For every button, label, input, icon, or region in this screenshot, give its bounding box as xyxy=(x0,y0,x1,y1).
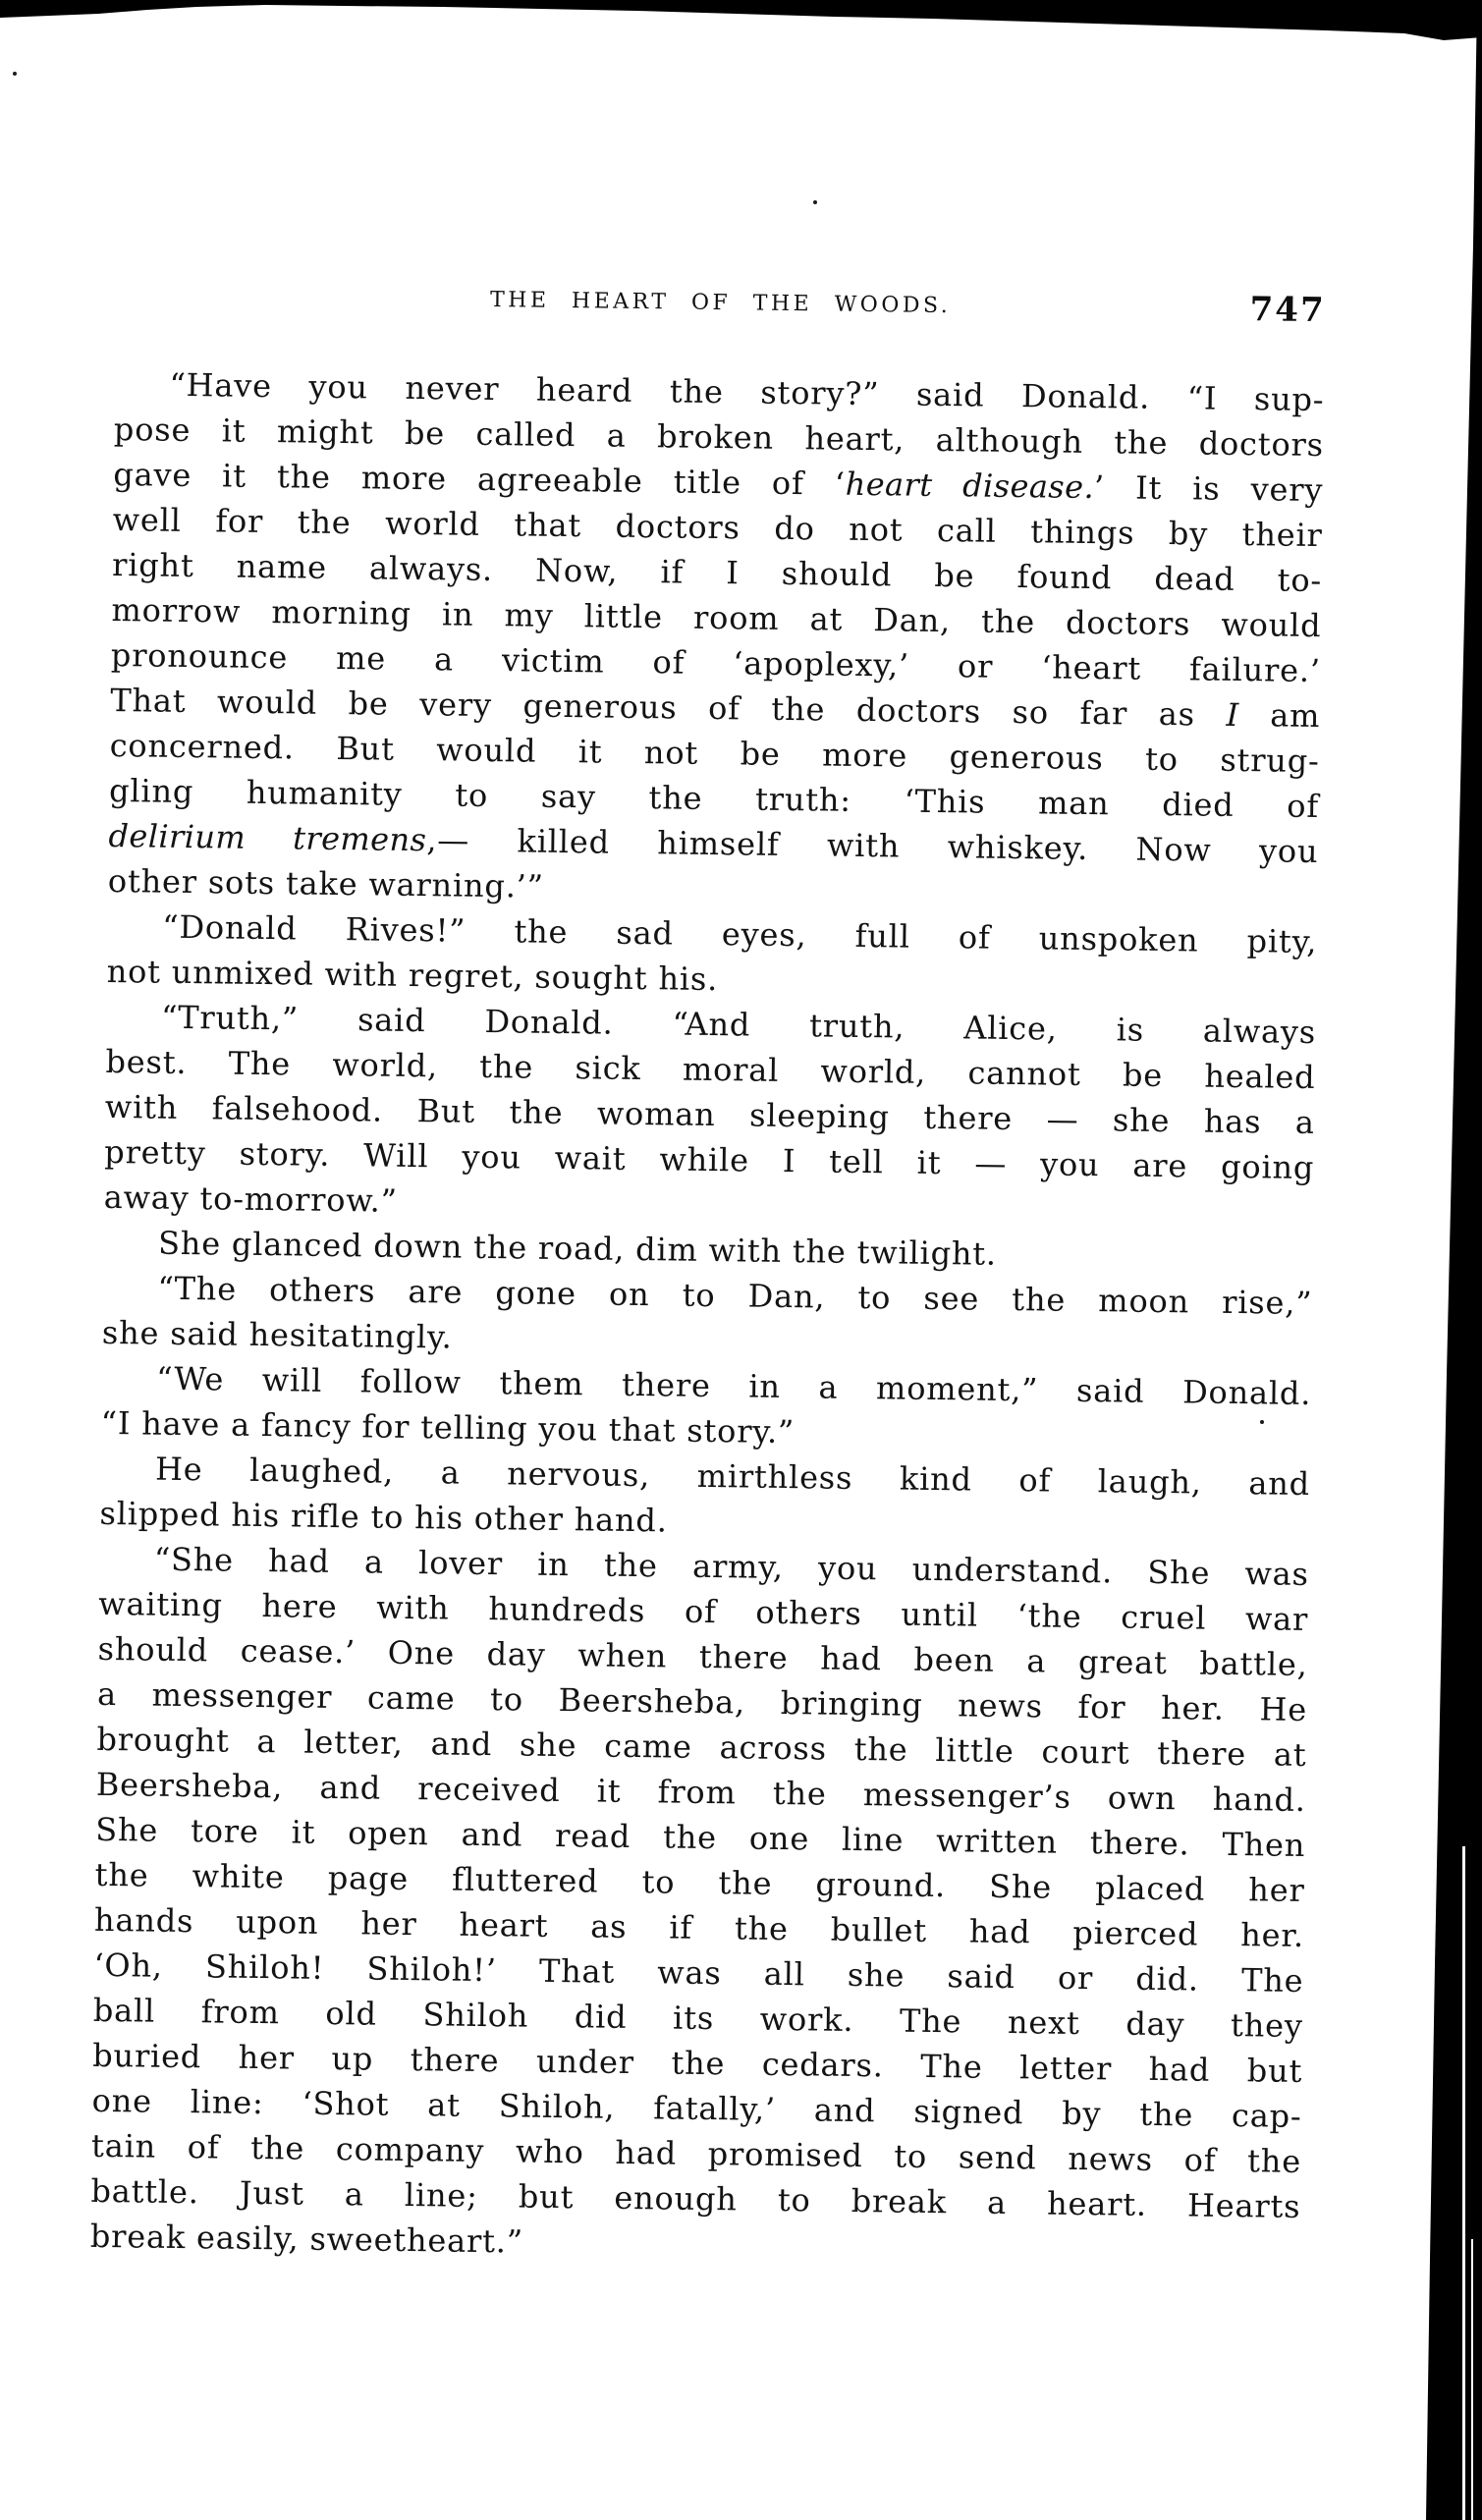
page-content xyxy=(90,275,1326,2274)
text-line: “We will follow them there in a moment,” said Donald. xyxy=(156,1359,1312,1413)
scan-dark-edge-right xyxy=(1426,0,1482,2520)
text-line: break easily, sweetheart.” xyxy=(89,2217,524,2261)
page-title: THE HEART OF THE WOODS. xyxy=(489,287,952,319)
text-line: tain of the company who had promised to send news of the xyxy=(90,2126,1302,2180)
page-number: 747 xyxy=(1249,290,1326,331)
text-line: waiting here with hundreds of others until ‘the cruel war xyxy=(98,1584,1309,1639)
text-line: “Truth,” said Donald. “And truth, Alice, is always xyxy=(160,998,1317,1052)
text-line: should cease.’ One day when there had been a great battle, xyxy=(97,1629,1308,1684)
text-line: battle. Just a line; but enough to break a heart. Hearts xyxy=(90,2171,1301,2225)
page-body xyxy=(90,361,1325,2274)
text-line: brought a letter, and she came across the little court there at xyxy=(96,1720,1307,1774)
text-line: morrow morning in my little room at Dan, the doctors would xyxy=(111,590,1322,645)
text-line: other sots take warning.’” xyxy=(107,861,545,905)
text-line: pose it might be called a broken heart, although the doctors xyxy=(113,410,1325,465)
text-line: a messenger came to Beersheba, bringing news for her. He xyxy=(96,1674,1308,1729)
text-line: pronounce me a victim of ‘apoplexy,’ or ‘heart failure.’ xyxy=(110,635,1322,690)
text-line: “She had a lover in the army, you understand. She was xyxy=(153,1540,1310,1594)
text-line: “The others are gone on to Dan, to see the moon rise,” xyxy=(157,1269,1313,1323)
text-line: the white page fluttered to the ground. She placed her xyxy=(94,1855,1305,1909)
text-line: well for the world that doctors do not call things by their xyxy=(112,500,1323,555)
text-line: concerned. But would it not be more generous to strug- xyxy=(109,726,1320,781)
text-line: That would be very generous of the doctors so far as I am xyxy=(110,681,1321,736)
text-line: gling humanity to say the truth: ‘This man died of xyxy=(108,771,1320,826)
page-header xyxy=(116,275,1326,331)
text-line: not unmixed with regret, sought his. xyxy=(106,952,719,999)
text-line: away to-morrow.” xyxy=(103,1178,399,1220)
text-line: hands upon her heart as if the bullet had pierced her. xyxy=(93,1900,1305,1954)
text-line: She glanced down the road, dim with the twilight. xyxy=(157,1224,998,1273)
text-line: Beersheba, and received it from the messenger’s own hand. xyxy=(95,1765,1307,1819)
text-line: gave it the more agreeable title of ‘heart disease.’ It is very xyxy=(113,455,1324,510)
text-line: ‘Oh, Shiloh! Shiloh!’ That was all she said or did. The xyxy=(93,1945,1304,2000)
text-line: ball from old Shiloh did its work. The next day they xyxy=(92,1991,1304,2045)
text-line: with falsehood. But the woman sleeping there — she has a xyxy=(104,1087,1316,1142)
text-line: right name always. Now, if I should be found dead to- xyxy=(111,545,1323,600)
text-line: best. The world, the sick moral world, cannot be healed xyxy=(105,1042,1316,1097)
text-line: one line: ‘Shot at Shiloh, fatally,’ and signed by the cap- xyxy=(91,2081,1302,2135)
text-line: He laughed, a nervous, mirthless kind of laugh, and xyxy=(154,1450,1311,1504)
text-line: “I have a fancy for telling you that story.” xyxy=(100,1403,796,1452)
text-line: pretty story. Will you wait while I tell it — you are going xyxy=(104,1132,1315,1187)
text-line: “Have you never heard the story?” said Donald. “I sup- xyxy=(169,365,1325,419)
text-line: delirium tremens,— killed himself with whiskey. Now you xyxy=(108,816,1319,871)
text-line: buried her up there under the cedars. The letter had but xyxy=(92,2036,1303,2090)
scan-dark-edge-top xyxy=(0,0,1482,40)
text-line: She tore it open and read the one line written there. Then xyxy=(95,1810,1306,1864)
text-line: slipped his rifle to his other hand. xyxy=(99,1494,668,1540)
text-line: “Donald Rives!” the sad eyes, full of unspoken pity, xyxy=(162,907,1318,961)
text-line: she said hesitatingly. xyxy=(101,1313,453,1356)
